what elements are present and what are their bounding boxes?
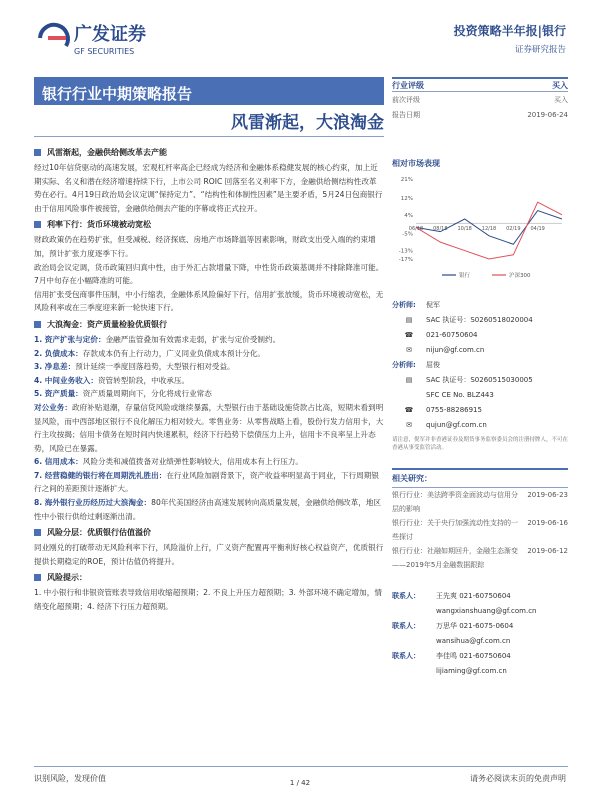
analyst-name: 屈俊 [426, 360, 440, 369]
report-date-row: 报告日期 2019-06-24 [392, 110, 568, 119]
footer-slogan: 识别风险，发现价值 [34, 774, 106, 783]
finding-item: 7. 经营稳健的银行将在周期洗礼胜出：在行业风险加剧背景下，资产收益率明显高于同业，下行周期银行之间的差距预计逐渐扩大。 [34, 470, 379, 494]
section-heading: 风险分层：优质银行估值溢价 [34, 527, 384, 538]
finding-item: 6. 信用成本：风险分类和减值拨备对业绩弹性影响较大，信用成本有上行压力。 [34, 457, 303, 467]
y-tick-label: -5% [402, 231, 413, 238]
id-card-icon: ▤ [405, 375, 413, 384]
market-chart-title: 相对市场表现 [392, 159, 440, 168]
analyst-email[interactable]: qujun@gf.com.cn [426, 420, 487, 429]
finding-item: 2. 负债成本：存款成本仍有上行动力，广义同业负债成本预计分化。 [34, 348, 266, 358]
legend-label: 银行 [459, 273, 471, 279]
email-icon: ✉ [406, 420, 412, 429]
x-tick-label: 02/19 [506, 226, 521, 233]
section-heading: 风险提示： [34, 572, 384, 583]
x-tick-label: 12/18 [481, 226, 497, 233]
main-content [34, 143, 384, 614]
analyst-email[interactable]: nijun@gf.com.cn [426, 345, 485, 354]
related-item[interactable]: 银行行业：美法跨季资金面波动与信用分层的影响 2019-06-23 [392, 491, 568, 513]
section-body: 1. 中小银行和非银资管账表导致信用收缩超预期；2. 不良上升压力超预期；3. 外部环境不确定增加，情绪变化超预期；4. 经济下行压力超预期。 [34, 588, 382, 612]
finding-item: 3. 净息差：预计延续一季度回落趋势，大型银行相对受益。 [34, 362, 235, 372]
section-heading: 利率下行：货币环境被动宽松 [34, 219, 384, 230]
contacts: 联系人： 王先爽 021-60750604 wangxianshuang@gf.com.cn 联系人： 万思华 021-6075-0604 wansihua@gf.com.cn 联系人： 李佳鸣 021-60750604 lijiaming@gf.com.cn [392, 591, 537, 675]
x-tick-label: 08/18 [433, 226, 448, 233]
bullet-square-icon [34, 321, 41, 328]
bullet-square-icon [34, 574, 41, 581]
x-tick-label: 04/19 [530, 226, 545, 233]
logo-cn-text: 广发证券 [74, 24, 146, 45]
section-heading: 大浪淘金：资产质量检验优质银行 [34, 319, 384, 330]
analyst-label: 分析师: [392, 300, 416, 309]
analyst-block: 分析师: 倪军 ▤ SAC 执证号：S0260518020004 ☎ 021-60750604 ✉ nijun@gf.com.cn 分析师: 屈俊 ▤ SAC 执证号：S0260515030005 SFC CE No. BLZ443 ☎ 0755-88286915 ✉ qujun@gf.com.cn 请注意，倪军并非香港证券及期货事务监察委员会的注册持牌人，不可在香港从事受监管活动。 [392, 300, 569, 451]
logo-en-text: GF SECURITIES [74, 47, 135, 56]
finding-item: 1. 资产扩张与定价：金融严监管叠加有效需求走弱，扩张与定价受制约。 [34, 334, 281, 344]
report-type: 投资策略半年报|银行 [453, 24, 566, 38]
footer-disclaimer: 请务必阅读末页的免责声明 [470, 774, 566, 783]
prev-rating-row: 前次评级 买入 [392, 95, 568, 104]
report-subtitle: 风雷渐起，大浪淘金 [231, 113, 384, 133]
id-card-icon: ▤ [405, 315, 413, 324]
finding-item: 5. 资产质量：资产质量周期向下，分化将成行业常态 [34, 389, 212, 399]
findings-list [34, 333, 384, 523]
report-title: 银行行业中期策略报告 [34, 77, 384, 105]
analyst-label: 分析师: [392, 360, 416, 369]
x-tick-label: 10/18 [457, 226, 472, 233]
report-header [454, 22, 566, 55]
analyst-name: 倪军 [426, 300, 440, 309]
bullet-square-icon [34, 149, 41, 156]
footer-divider [34, 766, 568, 767]
finding-item: 8. 海外银行业历经历过大浪淘金：80年代美国经济由高速发展转向高质量发展，金融供给侧改革，地区性中小银行供给过剩逐渐出清。 [34, 498, 382, 521]
bullet-square-icon [34, 529, 41, 536]
gf-logo [36, 16, 176, 60]
related-item[interactable]: 银行行业：社融如期回升，金融生态渐变——2019年5月金融数据跟踪 2019-06-12 [392, 547, 568, 569]
section-body: 财政政策仍在趋势扩张，但受减税、经济探底、房地产市场降温等因素影响，财政支出受入端的约束增加，预计扩张力度逐季下行。 政治局会议定调，货币政策回归真中性，由于外汇占款增量下降，中性货币政策基调并不排除降准可能。7月中旬存在小幅降准的可能。 信用扩张受包商事件压制，中小行缩表，金融体系风险偏好下行，信用扩张放缓，货币环境被动宽松，无风险利率或在三季度迎来新一轮快速下行。 [34, 235, 384, 313]
y-tick-label: 12% [400, 195, 413, 202]
y-tick-label: 21% [400, 177, 413, 183]
x-tick-label: 06/18 [408, 226, 424, 233]
related-item[interactable]: 银行行业：关于央行加强流动性支持的一些探讨 2019-06-16 [392, 519, 568, 541]
finding-item: 4. 中间业务收入：资管转型阶段，中收承压。 [34, 375, 190, 385]
y-tick-label: 4% [404, 212, 413, 219]
legend-label: 沪深300 [509, 273, 531, 279]
page-number: 1 / 42 [289, 779, 311, 787]
related-title: 相关研究： [392, 470, 568, 488]
section-heading: 风雷渐起，金融供给侧改革去产能 [34, 147, 384, 158]
rating-row: 行业评级 买入 [392, 77, 568, 92]
analyst-note: 请注意，倪军并非香港证券及期货事务监察委员会的注册持牌人，不可在香港从事受监管活动。 [392, 437, 569, 451]
y-tick-label: -13% [398, 248, 413, 255]
sidebar [392, 77, 568, 678]
email-icon: ✉ [406, 345, 412, 354]
market-chart [392, 173, 568, 283]
phone-icon: ☎ [404, 405, 414, 414]
phone-icon: ☎ [404, 330, 414, 339]
y-tick-label: -17% [398, 257, 413, 263]
section-body: 经过10年信贷驱动的高速发展，宏观杠杆率高企已经成为经济和金融体系稳健发展的核心约束，加上近期实际、名义和潜在经济增速持续下行，上市公司 ROIC 回落至名义利率下方，金融供给侧结构性改革势在必行。4月19日政治局会议定调“保持定力”、“结构性和体制性因素”是主要矛盾，5月24日包商银行由于信用风险事件被接管，金融供给侧去产能的序幕或将正式拉开。 [34, 163, 383, 213]
report-sub: 证券研究报告 [514, 45, 566, 55]
bullet-square-icon [34, 221, 41, 228]
section-body: 同业刚兑的打破带动无风险利率下行，风险溢价上行，广义资产配置再平衡利好核心权益资产，优质银行提供长期稳定的ROE，预计估值仍将提升。 [34, 543, 384, 566]
related-research [392, 468, 568, 572]
finding-item: 对公业务：政府补贴退潮，存量信贷风险或继续暴露，大型银行由于基础设施贷款占比高，短期未看到明显风险，而中西部地区银行不良化解压力相对较大。零售业务：从零售战略上看，股份行发力信用卡，大行主攻按揭；信用卡债务在短时间内快速累积，经济下行趋势下偿债压力上升，信用卡不良率呈上升态势，风险已在暴露。 [34, 402, 384, 453]
title-divider [34, 136, 384, 137]
